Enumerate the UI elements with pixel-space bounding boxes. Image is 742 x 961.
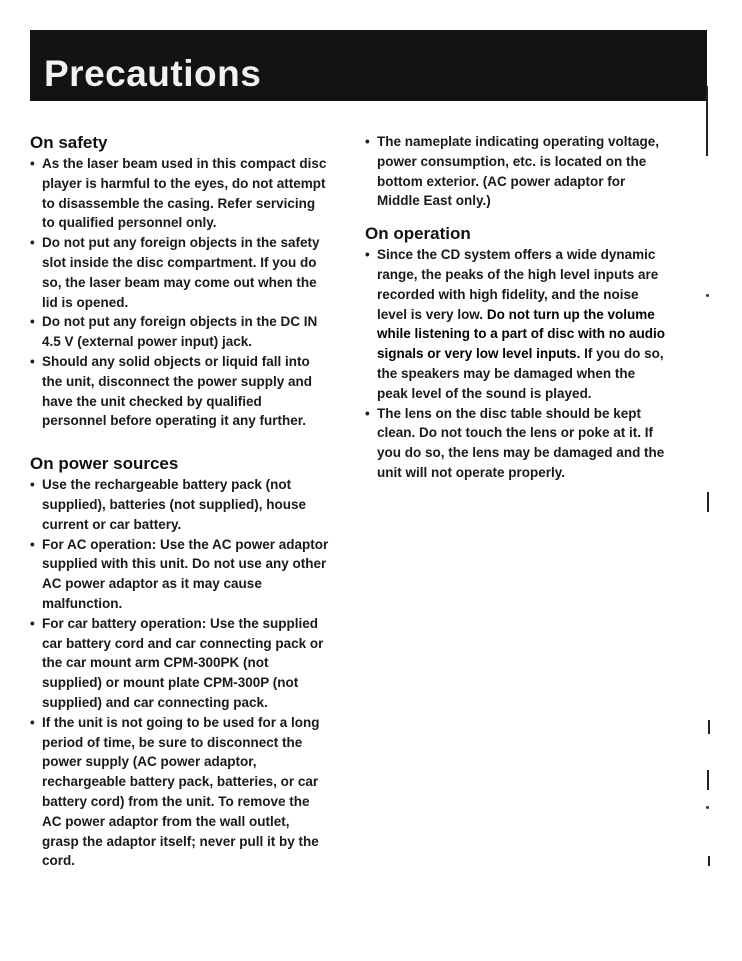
list-item: • If the unit is not going to be used for a long period of time, be sure to disconnect the power supply (AC power adaptor, rechargeable battery pack, batteries, or car battery cord) from the unit. To remove the AC power adaptor from the wall outlet, grasp the adaptor itself; never pull it by the cord. — [30, 713, 330, 871]
scan-mark — [708, 856, 710, 866]
operation-item-text: Since the CD system offers a wide dynamic range, the peaks of the high level inputs are recorded with high fidelity, and the noise level is very low. — [377, 247, 659, 322]
list-item: • Use the rechargeable battery pack (not supplied), batteries (not supplied), house current or car battery. — [30, 475, 330, 534]
list-item: • For AC operation: Use the AC power adaptor supplied with this unit. Do not use any other AC power adaptor as it may cause malfunction. — [30, 535, 330, 614]
list-item: • Do not put any foreign objects in the DC IN 4.5 V (external power input) jack. — [30, 312, 330, 352]
operation-item-text: If you do so, the speakers may be damaged when the peak level of the sound is played. — [377, 346, 664, 401]
scan-mark — [707, 492, 709, 512]
scan-mark — [708, 720, 710, 734]
title-banner — [30, 30, 707, 101]
list-item: • Should any solid objects or liquid fall into the unit, disconnect the power supply and have the unit checked by qualified personnel before operating it any further. — [30, 352, 330, 431]
safety-list — [30, 154, 330, 431]
left-column — [30, 132, 330, 871]
list-item: • The nameplate indicating operating voltage, power consumption, etc. is located on the bottom exterior. (AC power adaptor for Middle East only.) — [365, 132, 665, 211]
list-item: • The lens on the disc table should be kept clean. Do not touch the lens or poke at it. If you do so, the lens may be damaged and the unit will not operate properly. — [365, 404, 665, 483]
scan-mark — [706, 86, 708, 156]
scan-mark — [706, 294, 709, 297]
list-item — [365, 245, 665, 403]
scan-mark — [706, 806, 709, 809]
operation-list — [365, 245, 665, 483]
power-list — [30, 475, 330, 871]
list-item: • For car battery operation: Use the supplied car battery cord and car connecting pack or the car mount arm CPM-300PK (not supplied) or mount plate CPM-300P (not supplied) and car connecting pack. — [30, 614, 330, 713]
volume-warning: Do not turn up the volume while listening to a part of disc with no audio signals or very low level inputs. — [377, 306, 666, 362]
safety-heading: On safety — [30, 133, 108, 152]
right-column — [365, 132, 665, 483]
power-heading: On power sources — [30, 454, 179, 474]
list-item: • Do not put any foreign objects in the safety slot inside the disc compartment. If you do so, the laser beam may come out when the lid is opened. — [30, 233, 330, 312]
operation-heading: On operation — [365, 224, 471, 244]
scan-mark — [707, 770, 709, 790]
page-title: Precautions — [44, 53, 262, 94]
list-item: • As the laser beam used in this compact disc player is harmful to the eyes, do not attempt to disassemble the casing. Refer servicing to qualified personnel only. — [30, 154, 330, 233]
nameplate-list — [365, 132, 665, 211]
